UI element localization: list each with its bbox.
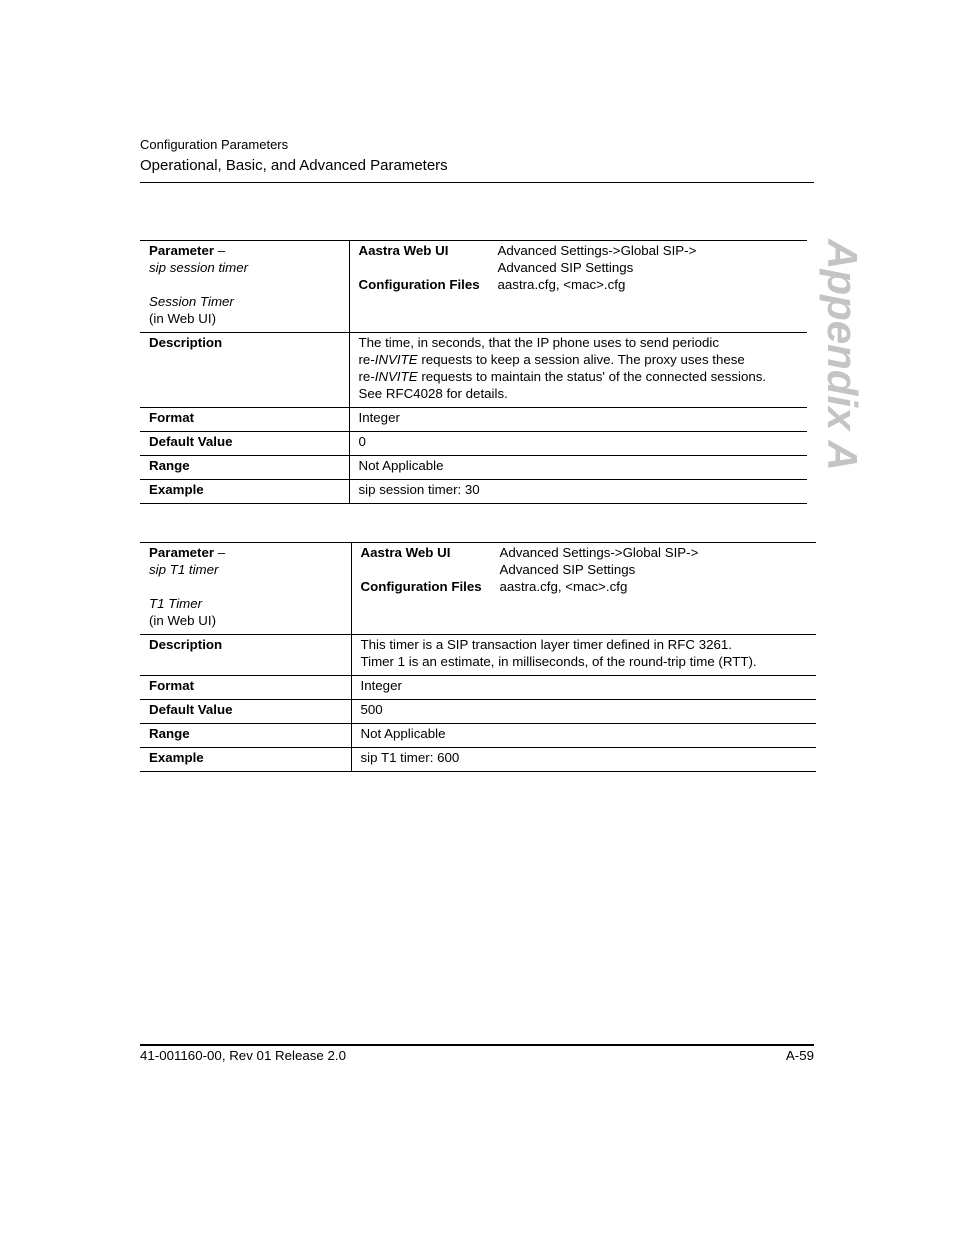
- range-value: Not Applicable: [349, 456, 807, 480]
- default-value-label: Default Value: [140, 432, 349, 456]
- parameter-name: sip session timer: [149, 260, 249, 275]
- description-line: Timer 1 is an estimate, in milliseconds, of the round-trip time (RTT).: [360, 654, 757, 669]
- format-value: Integer: [351, 676, 816, 700]
- config-files-value: aastra.cfg, <mac>.cfg: [499, 579, 628, 594]
- web-ui-path-1: Advanced Settings->Global SIP->: [499, 545, 699, 560]
- running-header-title: Operational, Basic, and Advanced Parameters: [140, 157, 448, 174]
- description-cell: [349, 333, 807, 408]
- parameter-dash: –: [214, 243, 226, 258]
- default-value-value: 0: [349, 432, 807, 456]
- description-label: Description: [140, 333, 349, 408]
- example-value: sip T1 timer: 600: [351, 748, 816, 772]
- format-value: Integer: [349, 408, 807, 432]
- footer-divider: [140, 1044, 814, 1046]
- table-row: [140, 543, 816, 635]
- param-table-sip-t1-timer: [140, 542, 816, 772]
- web-ui-label: Aastra Web UI: [358, 243, 449, 258]
- format-label: Format: [140, 408, 349, 432]
- table-row: [140, 333, 807, 408]
- location-cell: [349, 241, 807, 333]
- config-files-label: Configuration Files: [360, 579, 482, 594]
- description-line: The time, in seconds, that the IP phone uses to send periodic: [358, 335, 719, 350]
- range-value: Not Applicable: [351, 724, 816, 748]
- description-line: See RFC4028 for details.: [358, 386, 508, 401]
- table-row: [140, 408, 807, 432]
- parameter-label: Parameter: [149, 243, 215, 258]
- example-value: sip session timer: 30: [349, 480, 807, 504]
- config-files-label: Configuration Files: [358, 277, 480, 292]
- table-row: [140, 676, 816, 700]
- appendix-side-tab: [819, 239, 866, 471]
- default-value-label: Default Value: [140, 700, 351, 724]
- web-ui-note: (in Web UI): [149, 613, 216, 628]
- description-line: re-INVITE requests to keep a session alive. The proxy uses these: [358, 352, 745, 367]
- parameter-cell: [140, 241, 349, 333]
- range-label: Range: [140, 456, 349, 480]
- description-line: re-INVITE requests to maintain the status' of the connected sessions.: [358, 369, 767, 384]
- example-label: Example: [140, 480, 349, 504]
- description-label: Description: [140, 635, 351, 676]
- table-row: [140, 635, 816, 676]
- param-table-sip-session-timer: [140, 240, 807, 504]
- description-line: This timer is a SIP transaction layer timer defined in RFC 3261.: [360, 637, 732, 652]
- footer-doc-id: 41-001160-00, Rev 01 Release 2.0: [140, 1048, 346, 1063]
- web-ui-field-name: T1 Timer: [149, 596, 203, 611]
- header-divider: [140, 182, 814, 183]
- format-label: Format: [140, 676, 351, 700]
- table-row: [140, 432, 807, 456]
- example-label: Example: [140, 748, 351, 772]
- location-cell: [351, 543, 816, 635]
- table-row: [140, 456, 807, 480]
- range-label: Range: [140, 724, 351, 748]
- web-ui-path-1: Advanced Settings->Global SIP->: [497, 243, 697, 258]
- parameter-label: Parameter: [149, 545, 215, 560]
- table-row: [140, 748, 816, 772]
- web-ui-path-2: Advanced SIP Settings: [499, 562, 636, 577]
- running-header-section: Configuration Parameters: [140, 137, 289, 152]
- parameter-name: sip T1 timer: [149, 562, 219, 577]
- table-row: [140, 241, 807, 333]
- footer-page-number: A-59: [785, 1048, 814, 1063]
- web-ui-label: Aastra Web UI: [360, 545, 451, 560]
- table-row: [140, 480, 807, 504]
- appendix-side-tab-label: Appendix A: [819, 239, 866, 471]
- web-ui-field-name: Session Timer: [149, 294, 234, 309]
- web-ui-note: (in Web UI): [149, 311, 216, 326]
- table-row: [140, 724, 816, 748]
- table-row: [140, 700, 816, 724]
- description-cell: [351, 635, 816, 676]
- default-value-value: 500: [351, 700, 816, 724]
- parameter-dash: –: [214, 545, 226, 560]
- parameter-cell: [140, 543, 351, 635]
- config-files-value: aastra.cfg, <mac>.cfg: [497, 277, 626, 292]
- web-ui-path-2: Advanced SIP Settings: [497, 260, 634, 275]
